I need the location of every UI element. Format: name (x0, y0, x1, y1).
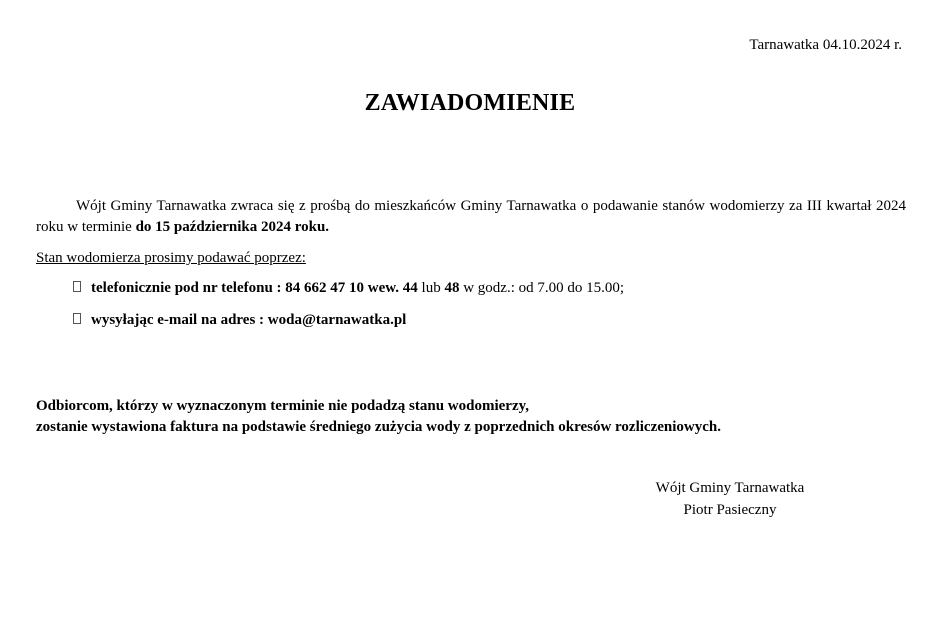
email-method-item (73, 312, 406, 329)
phone-ext2: 48 (444, 280, 460, 296)
bullet-square-icon (73, 313, 81, 324)
deadline-text: do 15 października 2024 roku. (135, 219, 330, 235)
intro-paragraph (36, 196, 906, 238)
email-text: wysyłając e-mail na adres : woda@tarnawatka.pl (91, 312, 407, 328)
phone-or: lub (417, 280, 445, 296)
date-line: Tarnawatka 04.10.2024 r. (749, 37, 902, 53)
notice-line-1: Odbiorcom, którzy w wyznaczonym terminie nie podadzą stanu wodomierzy, (36, 398, 530, 414)
methods-label: Stan wodomierza prosimy podawać poprzez: (36, 250, 306, 266)
signature-office: Wójt Gminy Tarnawatka (655, 480, 805, 496)
notice-line-2: zostanie wystawiona faktura na podstawie średniego zużycia wody z poprzednich okresów rozliczeniowych. (36, 419, 721, 435)
document-title: ZAWIADOMIENIE (364, 90, 576, 116)
phone-method-item (73, 280, 624, 297)
bullet-square-icon (73, 281, 81, 292)
notice-paragraph (36, 396, 721, 438)
phone-hours: w godz.: od 7.00 do 15.00; (459, 280, 625, 296)
intro-text: Wójt Gminy Tarnawatka zwraca się z prośbą do mieszkańców Gminy Tarnawatka o podawanie stanów wodomierzy za III kwartał 2024 roku w terminie (36, 198, 906, 235)
signature-name: Piotr Pasieczny (683, 502, 777, 518)
phone-lead: telefonicznie pod nr telefonu : 84 662 47 10 wew. 44 (91, 280, 418, 296)
